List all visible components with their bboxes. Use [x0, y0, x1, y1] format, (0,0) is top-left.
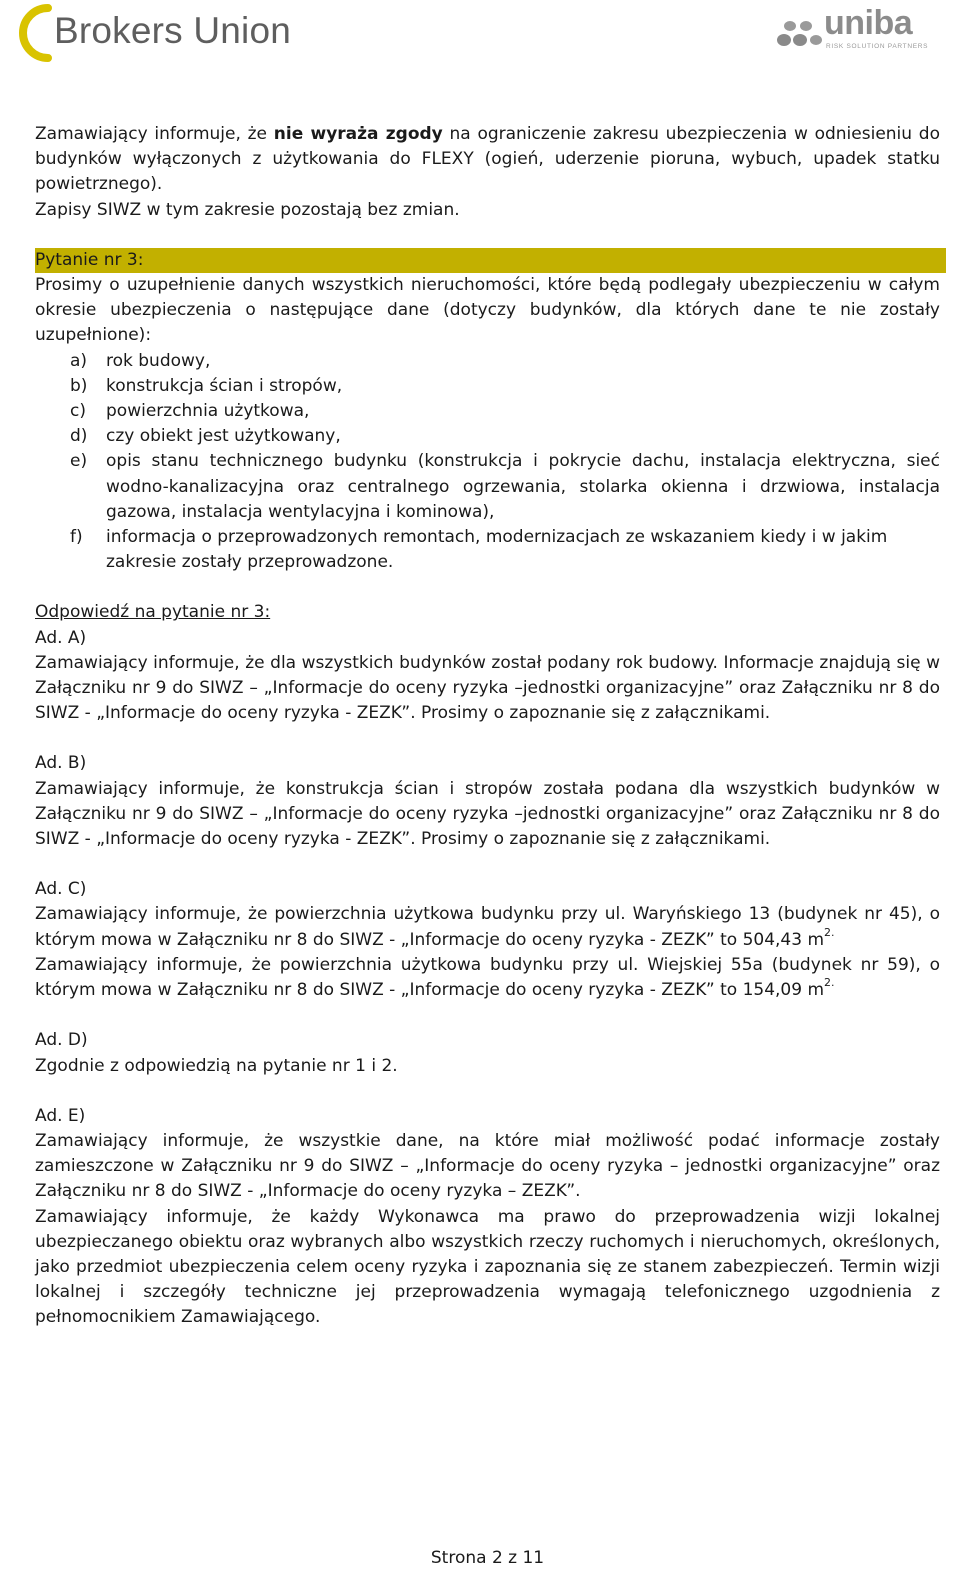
uniba-dots-icon — [776, 18, 824, 50]
question-title: Pytanie nr 3: — [35, 249, 144, 270]
intro-paragraph: Zamawiający informuje, że nie wyraża zgody na ograniczenie zakresu ubezpieczenia w odniesieniu do budynków wyłączonych z użytkowania do FLEXY (ogień, uderzenie pioruna, wybuch, upadek statku powietrznego). — [35, 124, 940, 195]
list-item: a) rok budowy, — [70, 350, 211, 371]
question-body: Prosimy o uzupełnienie danych wszystkich nieruchomości, które będą podlegały ubezpieczeniu w całym okresie ubezpieczenia o następujące dane (dotyczy budynków, dla których dane te nie zostały uzupełnione): — [35, 275, 940, 346]
list-item: c) powierzchnia użytkowa, — [70, 401, 310, 422]
question-title-highlight — [35, 248, 946, 273]
list-item: e) opis stanu technicznego budynku (konstrukcja i pokrycie dachu, instalacja elektryczna, sieć wodno-kanalizacyjna oraz centralnego ogrzewania, stolarka okienna i drzwiowa, instalacja gazowa, instalacja wentylacyjna i kominowa), — [70, 451, 940, 522]
answer-title: Odpowiedź na pytanie nr 3: — [35, 602, 271, 623]
page-footer — [0, 1548, 960, 1568]
answer-b-text: Zamawiający informuje, że konstrukcja ścian i stropów została podana dla wszystkich budynków w Załączniku nr 9 do SIWZ – „Informacje do oceny ryzyka –jednostki organizacyjne” oraz Załączniku nr 8 do SIWZ - „Informacje do oceny ryzyka - ZEZK”. Prosimy o zapoznanie się z załącznikami. — [35, 778, 940, 850]
page-header — [0, 0, 960, 70]
answer-e-text-1: Zamawiający informuje, że wszystkie dane, na które miał możliwość podać informacje zostały zamieszczone w Załączniku nr 9 do SIWZ – „Informacje do oceny ryzyka – jednostki organizacyjne” oraz Załączniku nr 8 do SIWZ - „Informacje do oceny ryzyka – ZEZK”. — [35, 1130, 940, 1202]
intro-note: Zapisy SIWZ w tym zakresie pozostają bez zmian. — [35, 199, 460, 220]
answer-b-label: Ad. B) — [35, 753, 87, 774]
answer-e-text-2: Zamawiający informuje, że każdy Wykonawca ma prawo do przeprowadzenia wizji lokalnej ubezpieczanego obiektu oraz wybranych albo wszystkich rzeczy ruchomych i nieruchomych, określonych, jako przedmiot ubezpieczenia celem oceny ryzyka i zapoznania się ze stanem zabezpieczeń. Termin wizji lokalnej i szczegóły techniczne jej przeprowadzenia wymagają telefonicznego uzgodnienia z pełnomocnikiem Zamawiającego. — [35, 1206, 940, 1328]
answer-c-label: Ad. C) — [35, 879, 87, 900]
superscript: 2. — [824, 976, 835, 990]
list-item: f) informacja o przeprowadzonych remontach, modernizacjach ze wskazaniem kiedy i w jakim zakresie zostały przeprowadzone. — [70, 527, 888, 573]
uniba-logo — [776, 4, 956, 60]
answer-c-text-1: Zamawiający informuje, że powierzchnia użytkowa budynku przy ul. Waryńskiego 13 (budynek nr 45), o którym mowa w Załączniku nr 8 do SIWZ - „Informacje do oceny ryzyka - ZEZK” to 504,43 $m^{2.}$ — [35, 904, 940, 950]
brokers-union-logo-text: Brokers Union — [54, 10, 292, 51]
uniba-tagline: RISK SOLUTION PARTNERS — [826, 43, 929, 50]
answer-d-text: Zgodnie z odpowiedzią na pytanie nr 1 i 2. — [35, 1055, 398, 1076]
answer-c-text-2: Zamawiający informuje, że powierzchnia użytkowa budynku przy ul. Wiejskiej 55a (budynek nr 59), o którym mowa w Załączniku nr 8 do SIWZ - „Informacje do oceny ryzyka - ZEZK” to 154,09 $m^{2.}$ — [35, 954, 940, 1001]
list-item: b) konstrukcja ścian i stropów, — [70, 375, 343, 396]
answer-a-text: Zamawiający informuje, że dla wszystkich budynków został podany rok budowy. Informacje znajdują się w Załączniku nr 9 do SIWZ – „Informacje do oceny ryzyka –jednostki organizacyjne” oraz Załączniku nr 8 do SIWZ - „Informacje do oceny ryzyka - ZEZK”. Prosimy o zapoznanie się z załącznikami. — [35, 652, 940, 724]
uniba-logo-text: uniba — [824, 4, 913, 42]
page-number: Strona 2 z 11 — [430, 1548, 545, 1568]
answer-d-label: Ad. D) — [35, 1030, 88, 1051]
document-body — [35, 122, 940, 1331]
brokers-union-logo — [4, 2, 292, 64]
list-item: d) czy obiekt jest użytkowany, — [70, 426, 341, 447]
brokers-union-ring-icon — [4, 2, 56, 64]
answer-e-label: Ad. E) — [35, 1105, 86, 1126]
question-list — [35, 349, 940, 576]
bold-phrase: nie wyraża zgody — [273, 124, 443, 144]
superscript: 2. — [824, 926, 835, 940]
answer-a-label: Ad. A) — [35, 627, 87, 648]
